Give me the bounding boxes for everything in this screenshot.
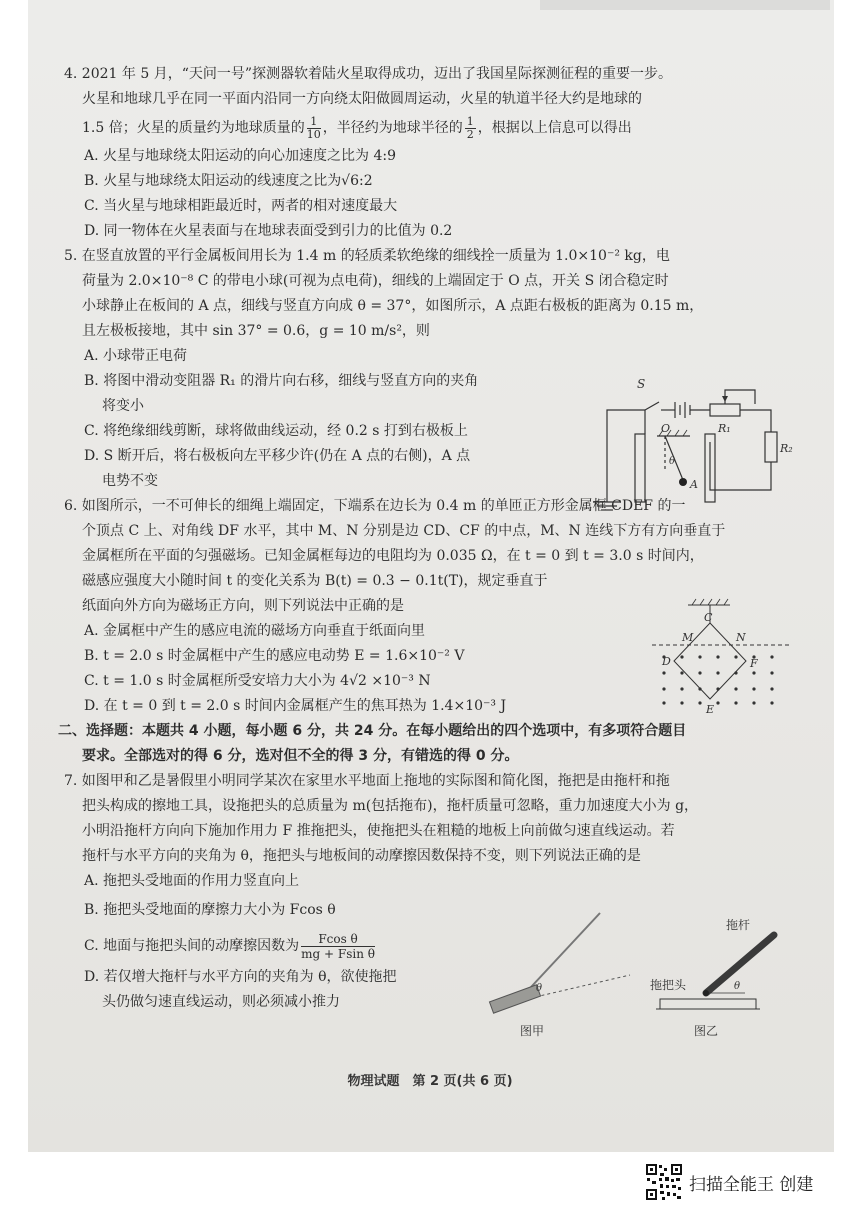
fig-b-theta: θ [734, 981, 741, 992]
fraction [465, 116, 476, 141]
label-R2: R₂ [780, 442, 793, 455]
q6-option-b: B. t = 2.0 s 时金属框中产生的感应电动势 E = 1.6×10⁻² V [84, 648, 465, 664]
field-dot [698, 687, 701, 690]
q5-stem-line: 荷量为 2.0×10⁻⁸ C 的带电小球(可视为点电荷)，细线的上端固定于 O 点，开关 S 闭合稳定时 [82, 273, 669, 289]
field-dot [734, 671, 737, 674]
field-dot [770, 655, 773, 658]
q5-stem-line: 5. 在竖直放置的平行金属板间用长为 1.4 m 的轻质柔软绝缘的细线拴一质量为 1.0×10⁻² kg，电 [64, 248, 670, 264]
denominator: 2 [466, 127, 474, 141]
q5-option-b-cont: 将变小 [102, 398, 144, 414]
field-dot [716, 701, 719, 704]
label-N: N [736, 631, 746, 644]
q7-option-c-text: C. 地面与拖把头间的动摩擦因数为 [84, 938, 300, 954]
field-dot [680, 671, 683, 674]
q6-stem-line: 金属框所在平面的匀强磁场。已知金属框每边的电阻均为 0.035 Ω，在 t = 0 到 t = 3.0 s 时间内， [82, 548, 704, 564]
field-dot [770, 687, 773, 690]
ball-icon [679, 478, 687, 486]
label-S: S [637, 377, 646, 391]
field-dot [734, 655, 737, 658]
fraction [301, 932, 375, 961]
q4-stem-line [64, 112, 794, 144]
q4-text: 1.5 倍；火星的质量约为地球质量的 [82, 120, 305, 136]
label-R1: R₁ [718, 422, 731, 435]
q5-stem-line: 小球静止在板间的 A 点，细线与竖直方向成 θ = 37°，如图所示，A 点距右极板的距离为 0.15 m， [82, 298, 704, 314]
q6-frame-figure [652, 595, 792, 735]
field-dot [698, 655, 701, 658]
q7-stem-line: 小明沿拖杆方向向下施加作用力 F 推拖把头，使拖把头在粗糙的地板上向前做匀速直线运动。若 [82, 823, 675, 839]
fig-a-theta: θ [536, 983, 543, 994]
field-dot [698, 671, 701, 674]
q6-option-c: C. t = 1.0 s 时金属框所受安培力大小为 4√2 ×10⁻³ N [84, 673, 431, 689]
field-dot [734, 701, 737, 704]
fraction [307, 116, 321, 141]
q5-stem-line: 且左极板接地，其中 sin 37° = 0.6，g = 10 m/s²，则 [82, 323, 430, 339]
q6-stem-line: 纸面向外方向为磁场正方向，则下列说法中正确的是 [82, 598, 404, 614]
field-dot [662, 701, 665, 704]
q7-option-d: D. 若仅增大拖杆与水平方向的夹角为 θ，欲使拖把 [84, 969, 397, 985]
label-M: M [682, 631, 694, 644]
q5-circuit-figure [575, 372, 795, 522]
page-footer: 物理试题 第 2 页(共 6 页) [347, 1074, 513, 1089]
field-dot [716, 671, 719, 674]
field-dot [662, 687, 665, 690]
q4-option-c: C. 当火星与地球相距最近时，两者的相对速度最大 [84, 198, 398, 214]
field-dot [680, 687, 683, 690]
numerator: 1 [466, 114, 474, 128]
q7-option-d-cont: 头仍做匀速直线运动，则必须减小推力 [102, 994, 340, 1010]
label-A: A [690, 478, 698, 491]
q4-option-a: A. 火星与地球绕太阳运动的向心加速度之比为 4:9 [84, 148, 396, 164]
q4-option-d: D. 同一物体在火星表面与在地球表面受到引力的比值为 0.2 [84, 223, 453, 239]
q7-option-b: B. 拖把头受地面的摩擦力大小为 Fcos θ [84, 902, 336, 918]
q4-option-b: B. 火星与地球绕太阳运动的线速度之比为√6:2 [84, 173, 373, 189]
figure-a [489, 913, 630, 1038]
q5-option-d: D. S 断开后，将右极板向左平移少许(仍在 A 点的右侧)，A 点 [84, 448, 471, 464]
q5-option-d-cont: 电势不变 [102, 473, 158, 489]
q4-text: ，半径约为地球半径的 [322, 120, 463, 136]
question-4 [64, 62, 794, 244]
label-O: O [661, 422, 671, 435]
numerator: 1 [307, 116, 321, 129]
scanner-brand-text: 扫描全能王 创建 [689, 1174, 814, 1195]
q6-option-a: A. 金属框中产生的感应电流的磁场方向垂直于纸面向里 [84, 623, 426, 639]
field-dot [662, 671, 665, 674]
section-2-line: 要求。全部选对的得 6 分，选对但不全的得 3 分，有错选的得 0 分。 [82, 748, 519, 764]
field-dot [734, 687, 737, 690]
label-rod: 拖杆 [726, 918, 751, 932]
exam-content [58, 62, 794, 1015]
q5-option-c: C. 将绝缘细线剪断，球将做曲线运动，经 0.2 s 打到右极板上 [84, 423, 468, 439]
q7-mop-figures [480, 905, 800, 1045]
q7-stem-line: 把头构成的擦地工具，设拖把头的总质量为 m(包括拖布)，拖杆质量可忽略，重力加速度大小为 g， [82, 798, 699, 814]
q6-stem-line: 磁感应强度大小随时间 t 的变化关系为 B(t) = 0.3 − 0.1t(T)，规定垂直于 [82, 573, 548, 589]
label-D: D [662, 655, 671, 668]
q5-option-b: B. 将图中滑动变阻器 R₁ 的滑片向右移，细线与竖直方向的夹角 [84, 373, 479, 389]
figure-b [650, 917, 774, 1038]
scanner-watermark [645, 1162, 813, 1202]
label-C: C [704, 611, 713, 624]
label-head: 拖把头 [650, 978, 687, 992]
numerator: Fcos θ [301, 932, 375, 947]
q4-text: ，根据以上信息可以得出 [477, 120, 632, 136]
field-dot [770, 701, 773, 704]
field-dot [770, 671, 773, 674]
field-dot [680, 655, 683, 658]
label-theta: θ [669, 456, 676, 467]
field-dot [752, 701, 755, 704]
q4-stem-line: 4. 2021 年 5 月，“天问一号”探测器软着陆火星取得成功，迈出了我国星际探测征程的重要一步。 [64, 66, 673, 82]
label-E: E [706, 703, 715, 716]
caption-fig-a: 图甲 [520, 1024, 545, 1038]
label-F: F [750, 657, 758, 670]
field-dot [716, 687, 719, 690]
q7-stem-line: 7. 如图甲和乙是暑假里小明同学某次在家里水平地面上拖地的实际图和简化图，拖把是由拖杆和拖 [64, 773, 670, 789]
field-dot [716, 655, 719, 658]
q5-option-a: A. 小球带正电荷 [84, 348, 188, 364]
scan-edge [540, 0, 830, 10]
field-dot [752, 687, 755, 690]
field-dot [680, 701, 683, 704]
caption-fig-b: 图乙 [694, 1024, 719, 1038]
q6-option-d: D. 在 t = 0 到 t = 2.0 s 时间内金属框产生的焦耳热为 1.4×10⁻³ J [84, 698, 507, 714]
q6-stem-line: 6. 如图所示，一不可伸长的细绳上端固定，下端系在边长为 0.4 m 的单匝正方形金属框 CDEF 的一 [64, 498, 686, 514]
q6-stem-line: 个顶点 C 上、对角线 DF 水平，其中 M、N 分别是边 CD、CF 的中点，M、N 连线下方有方向垂直于 [82, 523, 726, 539]
field-dot [698, 701, 701, 704]
denominator: mg + Fsin θ [301, 946, 375, 961]
section-2-line: 二、选择题：本题共 4 小题，每小题 6 分，共 24 分。在每小题给出的四个选项中，有多项符合题目 [58, 723, 687, 739]
field-dot [752, 671, 755, 674]
qr-code-icon [645, 1163, 683, 1201]
q7-stem-line: 拖杆与水平方向的夹角为 θ，拖把头与地板间的动摩擦因数保持不变，则下列说法正确的是 [82, 848, 641, 864]
q7-option-a: A. 拖把头受地面的作用力竖直向上 [84, 873, 300, 889]
q4-stem-line: 火星和地球几乎在同一平面内沿同一方向绕太阳做圆周运动，火星的轨道半径大约是地球的 [82, 91, 642, 107]
denominator: 10 [306, 127, 321, 141]
